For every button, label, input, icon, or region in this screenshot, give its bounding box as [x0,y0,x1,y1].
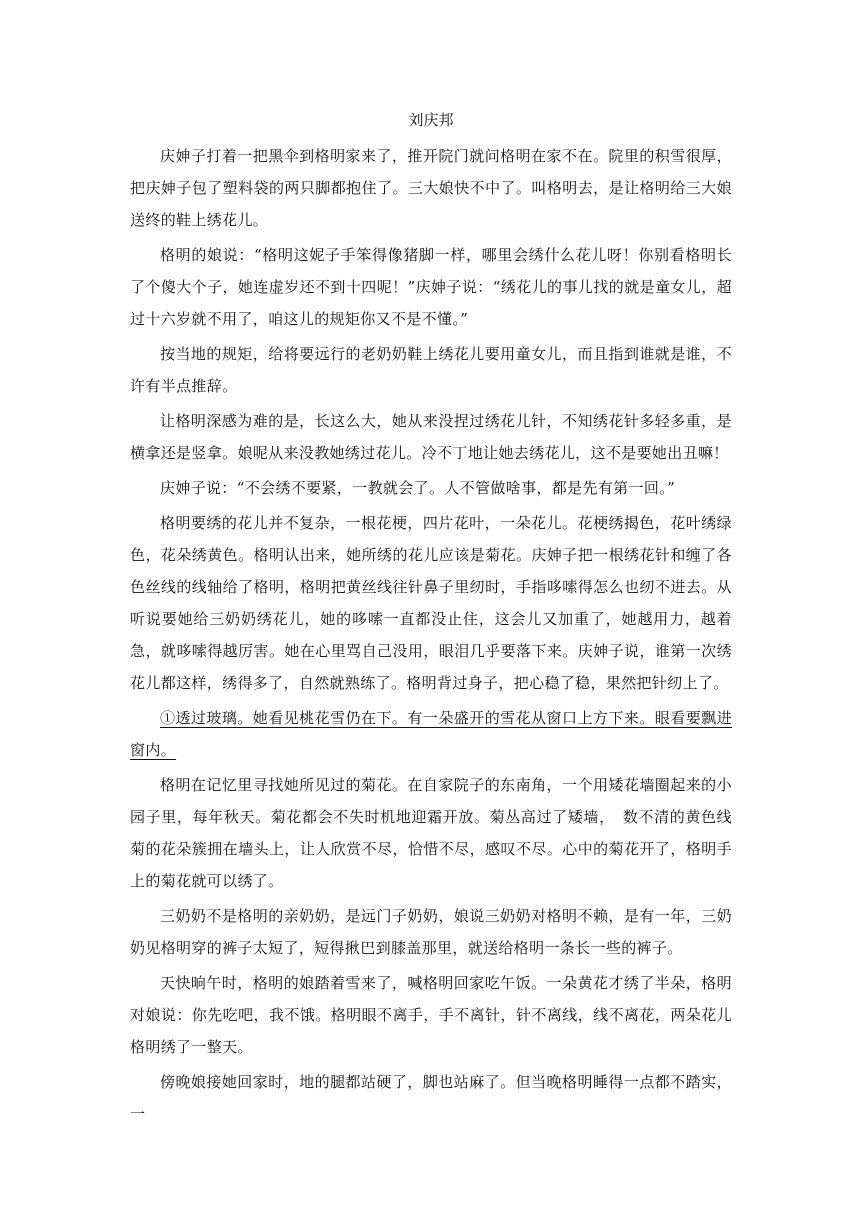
paragraph-5: 庆妽子说：“不会绣不要紧，一教就会了。人不管做啥事，都是先有第一回。” [160,479,676,497]
paragraph-3: 按当地的规矩，给将要远行的老奶奶鞋上绣花儿要用童女儿，而且指到谁就是谁，不许有半点推辞。 [130,345,732,395]
underlined-sentence-1: ①透过玻璃。她看见桃花雪仍在下。有一朵盛开的雪花从窗口上方下来。眼看要飘进窗内。 [130,709,732,759]
paragraph-1: 庆妽子打着一把黑伞到格明家来了，推开院门就问格明在家不在。院里的积雪很厚，把庆妽子包了塑料袋的两只脚都抱住了。三大娘快不中了。叫格明去，是让格明给三大娘送终的鞋上绣花儿。 [130,147,732,229]
paragraph-4: 让格明深感为难的是，长这么大，她从来没捏过绣花儿针，不知绣花针多轻多重，是横拿还是竖拿。娘呢从来没教她绣过花儿。冷不丁地让她去绣花儿，这不是要她出丑嘛！ [130,412,732,462]
paragraph-10: 天快晌午时，格明的娘踏着雪来了，喊格明回家吃午饭。一朵黄花才绣了半朵，格明对娘说：你先吃吧，我不饿。格明眼不离手，手不离针，针不离线，线不离花，两朵花儿格明绣了一整天。 [130,974,732,1056]
paragraph-11: 傍晚娘接她回家时，地的腿都站硬了，脚也站麻了。但当晚格明睡得一点都不踏实，一 [130,1073,732,1123]
document-page [130,104,732,1133]
author-name: 刘庆邦 [408,111,454,129]
paragraph-6: 格明要绣的花儿并不复杂，一根花梗，四片花叶，一朵花儿。花梗绣揭色，花叶绣绿色，花朵绣黄色。格明认出来，她所绣的花儿应该是菊花。庆妽子把一根绣花针和缠了各色丝线的线轴给了格明，格明把黄丝线往针鼻子里纫时，手指哆嗦得怎么也纫不进去。从听说要她给三奶奶绣花儿，她的哆嗦一直都没止住，这会儿又加重了，她越用力，越着急，就哆嗦得越厉害。她在心里骂自己没用，眼泪几乎要落下来。庆妽子说，谁第一次绣花儿都这样，绣得多了，自然就熟练了。格明背过身子，把心稳了稳，果然把针纫上了。 [130,514,732,692]
paragraph-2: 格明的娘说：“格明这妮子手笨得像猪脚一样，哪里会绣什么花儿呀！你别看格明长了个傻大个子，她连虚岁还不到十四呢！”庆妽子说：“绣花儿的事儿找的就是童女儿，超过十六岁就不用了，咱这儿的规矩你又不是不懂。” [130,246,732,328]
paragraph-8: 格明在记忆里寻找她所见过的菊花。在自家院子的东南角，一个用矮花墙圈起来的小园子里，每年秋天。菊花都会不失时机地迎霜开放。菊丛高过了矮墙， 数不清的黄色线菊的花朵簇拥在墙头上，让人欣赏不尽，恰惜不尽，感叹不尽。心中的菊花开了，格明手上的菊花就可以绣了。 [130,776,732,890]
paragraph-9: 三奶奶不是格明的亲奶奶，是远门子奶奶，娘说三奶奶对格明不赖，是有一年，三奶奶见格明穿的裤子太短了，短得揪巴到膝盖那里，就送给格明一条长一些的裤子。 [130,907,732,957]
